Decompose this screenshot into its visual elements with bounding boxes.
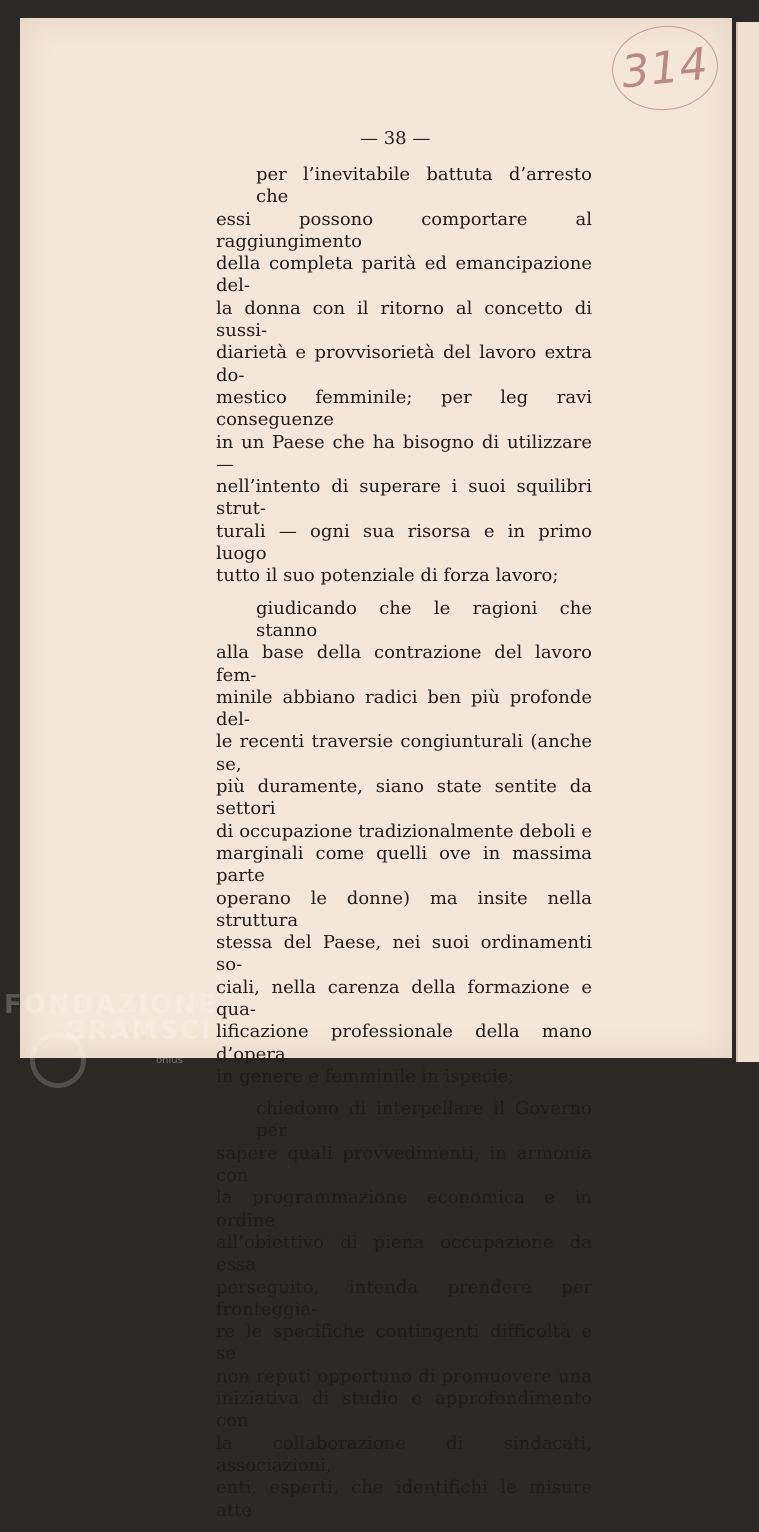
text-line: alla base della contrazione del lavoro fem- [216,642,592,686]
text-line: giudicando che le ragioni che stanno [256,597,592,641]
text-line: sapere quali provvedimenti, in armonia con [216,1142,592,1187]
text-line: ciali, nella carenza della formazione e qua- [216,976,592,1020]
body-text [216,164,592,1532]
text-line: di occupazione tradizionalmente deboli e [216,820,592,842]
text-line: in un Paese che ha bisogno di utilizzare — [216,431,592,475]
page-number: — 38 — [360,128,431,149]
watermark-line1: FONDAZIONE [4,990,218,1020]
text-line: la collaborazione di sindacati, associazioni, [216,1432,592,1476]
text-line: all’obiettivo di piena occupazione da essa [216,1231,592,1276]
text-line: enti, esperti, che identifichi le misure atte [216,1477,592,1521]
text-line: operano le donne) ma insite nella struttura [216,887,592,931]
text-line: turali — ogni sua risorsa e in primo luogo [216,520,592,565]
text-line: della completa parità ed emancipazione del- [216,253,592,297]
text-line: re le specifiche contingenti difficoltà e se [216,1321,592,1365]
text-line: in genere e femminile in ispecie; [216,1065,515,1087]
text-line: le recenti traversie congiunturali (anche se, [216,731,592,775]
text-line: marginali come quelli ove in massima parte [216,842,592,887]
text-line: lificazione professionale della mano d’opera [216,1021,592,1065]
text-line: per l’inevitabile battuta d’arresto che [256,164,592,208]
text-line: chiedono di interpellare il Governo per [256,1098,592,1142]
watermark [4,990,218,1066]
text-line: mestico femminile; per leg ravi conseguenze [216,386,592,431]
watermark-line3: onlus [156,1055,183,1066]
text-line: la donna con il ritorno al concetto di sussi- [216,297,592,342]
text-line: stessa del Paese, nei suoi ordinamenti so- [216,932,592,976]
text-line: tutto il suo potenziale di forza lavoro; [216,565,559,587]
text-line: più duramente, siano state sentite da settori [216,776,592,820]
text-line: perseguito, intenda prendere per fronteggia- [216,1276,592,1320]
paragraph [216,1098,592,1522]
text-line: essi possono comportare al raggiungimento [216,208,592,252]
text-line: diarietà e provvisorietà del lavoro extra do- [216,342,592,386]
watermark-line2: GRAMSCI [64,1016,213,1046]
text-line: minile abbiano radici ben più profonde del- [216,686,592,731]
text-line: non reputi opportuno di promuovere una [216,1365,592,1387]
adjacent-page-edge [736,22,759,1062]
paragraph [216,598,592,1089]
paragraph [216,164,592,588]
annotation-number: 314 [619,38,711,98]
text-line: nell’intento di superare i suoi squilibri strut- [216,476,592,520]
text-line: iniziativa di studio e approfondimento con [216,1388,592,1432]
text-line: la programmazione economica e in ordine [216,1187,592,1231]
